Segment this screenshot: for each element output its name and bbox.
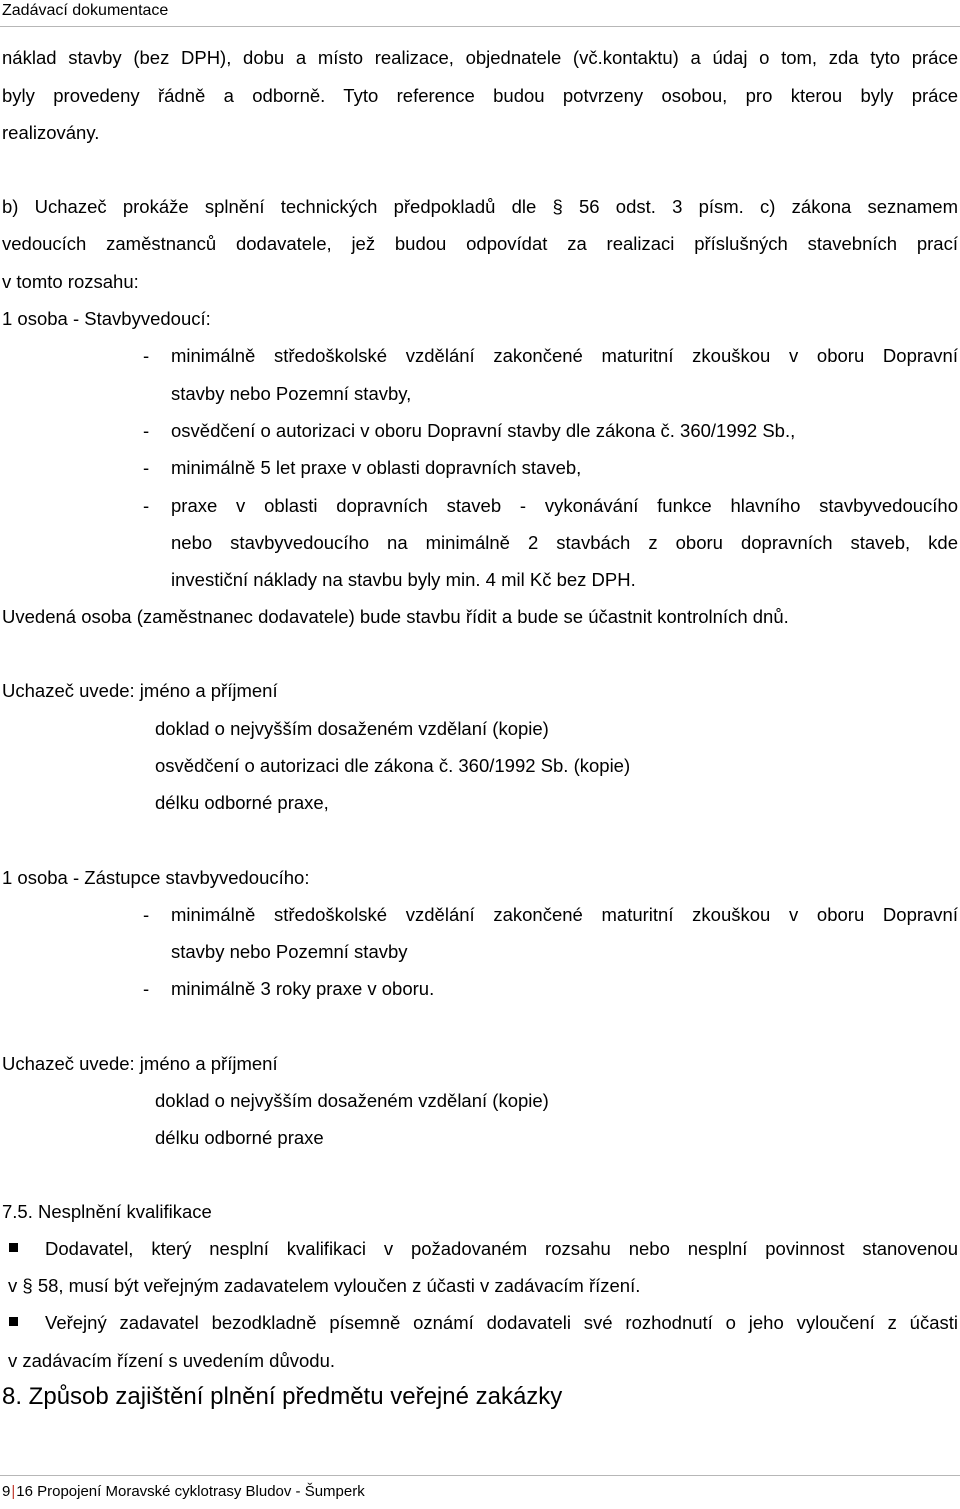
section-7-5-heading: 7.5. Nesplnění kvalifikace [2, 1201, 212, 1222]
req-line: minimálně středoškolské vzdělání zakončené maturitní zkouškou v oboru Dopravní [171, 345, 958, 366]
bullet-line: Veřejný zadavatel bezodkladně písemně oznámí dodavateli své rozhodnutí o jeho vyloučení z účasti [45, 1312, 958, 1333]
uvede-item: doklad o nejvyšším dosaženém vzdělaní (kopie) [155, 1090, 549, 1111]
para1-line-2: byly provedeny řádně a odborně. Tyto reference budou potvrzeny osobou, pro kterou byly práce [2, 85, 958, 106]
square-bullet-icon [9, 1243, 18, 1252]
stavbyvedouci-note: Uvedená osoba (zaměstnanec dodavatele) bude stavbu řídit a bude se účastnit kontrolních dnů. [2, 606, 789, 627]
req-line: minimálně 5 let praxe v oblasti dopravních staveb, [171, 457, 582, 478]
bullet-line: Dodavatel, který nesplní kvalifikaci v požadovaném rozsahu nebo nesplní povinnost stanovenou [45, 1238, 958, 1259]
header-divider [0, 26, 960, 27]
req-line: investiční náklady na stavbu byly min. 4 mil Kč bez DPH. [171, 569, 636, 590]
list-dash: - [143, 495, 150, 516]
uvede-item: délku odborné praxe [155, 1127, 324, 1148]
para2-line-3: v tomto rozsahu: [2, 271, 139, 292]
req-line: minimálně 3 roky praxe v oboru. [171, 978, 435, 999]
list-dash: - [143, 904, 150, 925]
list-dash: - [143, 457, 150, 478]
footer-divider [0, 1475, 960, 1476]
uvede-item: délku odborné praxe, [155, 792, 329, 813]
bullet-line: v § 58, musí být veřejným zadavatelem vyloučen z účasti v zadávacím řízení. [8, 1275, 641, 1296]
req-line: osvědčení o autorizaci v oboru Dopravní stavby dle zákona č. 360/1992 Sb., [171, 420, 796, 441]
uvede-label: Uchazeč uvede: jméno a příjmení [2, 680, 278, 701]
req-line: praxe v oblasti dopravních staveb - vykonávání funkce hlavního stavbyvedoucího [171, 495, 958, 516]
square-bullet-icon [9, 1317, 18, 1326]
stavbyvedouci-heading: 1 osoba - Stavbyvedoucí: [2, 308, 211, 329]
uvede-item: doklad o nejvyšším dosaženém vzdělaní (kopie) [155, 718, 549, 739]
list-dash: - [143, 345, 150, 366]
req-line: stavby nebo Pozemní stavby, [171, 383, 412, 404]
req-line: minimálně středoškolské vzdělání zakončené maturitní zkouškou v oboru Dopravní [171, 904, 958, 925]
para1-line-1: náklad stavby (bez DPH), dobu a místo realizace, objednatele (vč.kontaktu) a údaj o tom, zda tyto práce [2, 47, 958, 68]
uvede-label: Uchazeč uvede: jméno a příjmení [2, 1053, 278, 1074]
section-8-heading: 8. Způsob zajištění plnění předmětu veřejné zakázky [2, 1383, 563, 1410]
footer-project-name: Propojení Moravské cyklotrasy Bludov - Šumperk [37, 1483, 365, 1500]
req-line: nebo stavbyvedoucího na minimálně 2 stavbách z oboru dopravních staveb, kde [171, 532, 958, 553]
page-separator: | [11, 1483, 16, 1500]
uvede-item: osvědčení o autorizaci dle zákona č. 360/1992 Sb. (kopie) [155, 755, 631, 776]
bullet-line: v zadávacím řízení s uvedením důvodu. [8, 1350, 336, 1371]
list-dash: - [143, 420, 150, 441]
zastupce-heading: 1 osoba - Zástupce stavbyvedoucího: [2, 867, 310, 888]
page-total: 16 [16, 1483, 33, 1500]
para1-line-3: realizovány. [2, 122, 100, 143]
para2-line-1: b) Uchazeč prokáže splnění technických předpokladů dle § 56 odst. 3 písm. c) zákona seznamem [2, 196, 958, 217]
page-number: 9 [2, 1483, 11, 1500]
para2-line-2: vedoucích zaměstnanců dodavatele, jež budou odpovídat za realizaci příslušných stavebních prací [2, 233, 958, 254]
page-footer [2, 1482, 365, 1502]
document-header: Zadávací dokumentace [2, 2, 169, 19]
req-line: stavby nebo Pozemní stavby [171, 941, 408, 962]
list-dash: - [143, 978, 150, 999]
